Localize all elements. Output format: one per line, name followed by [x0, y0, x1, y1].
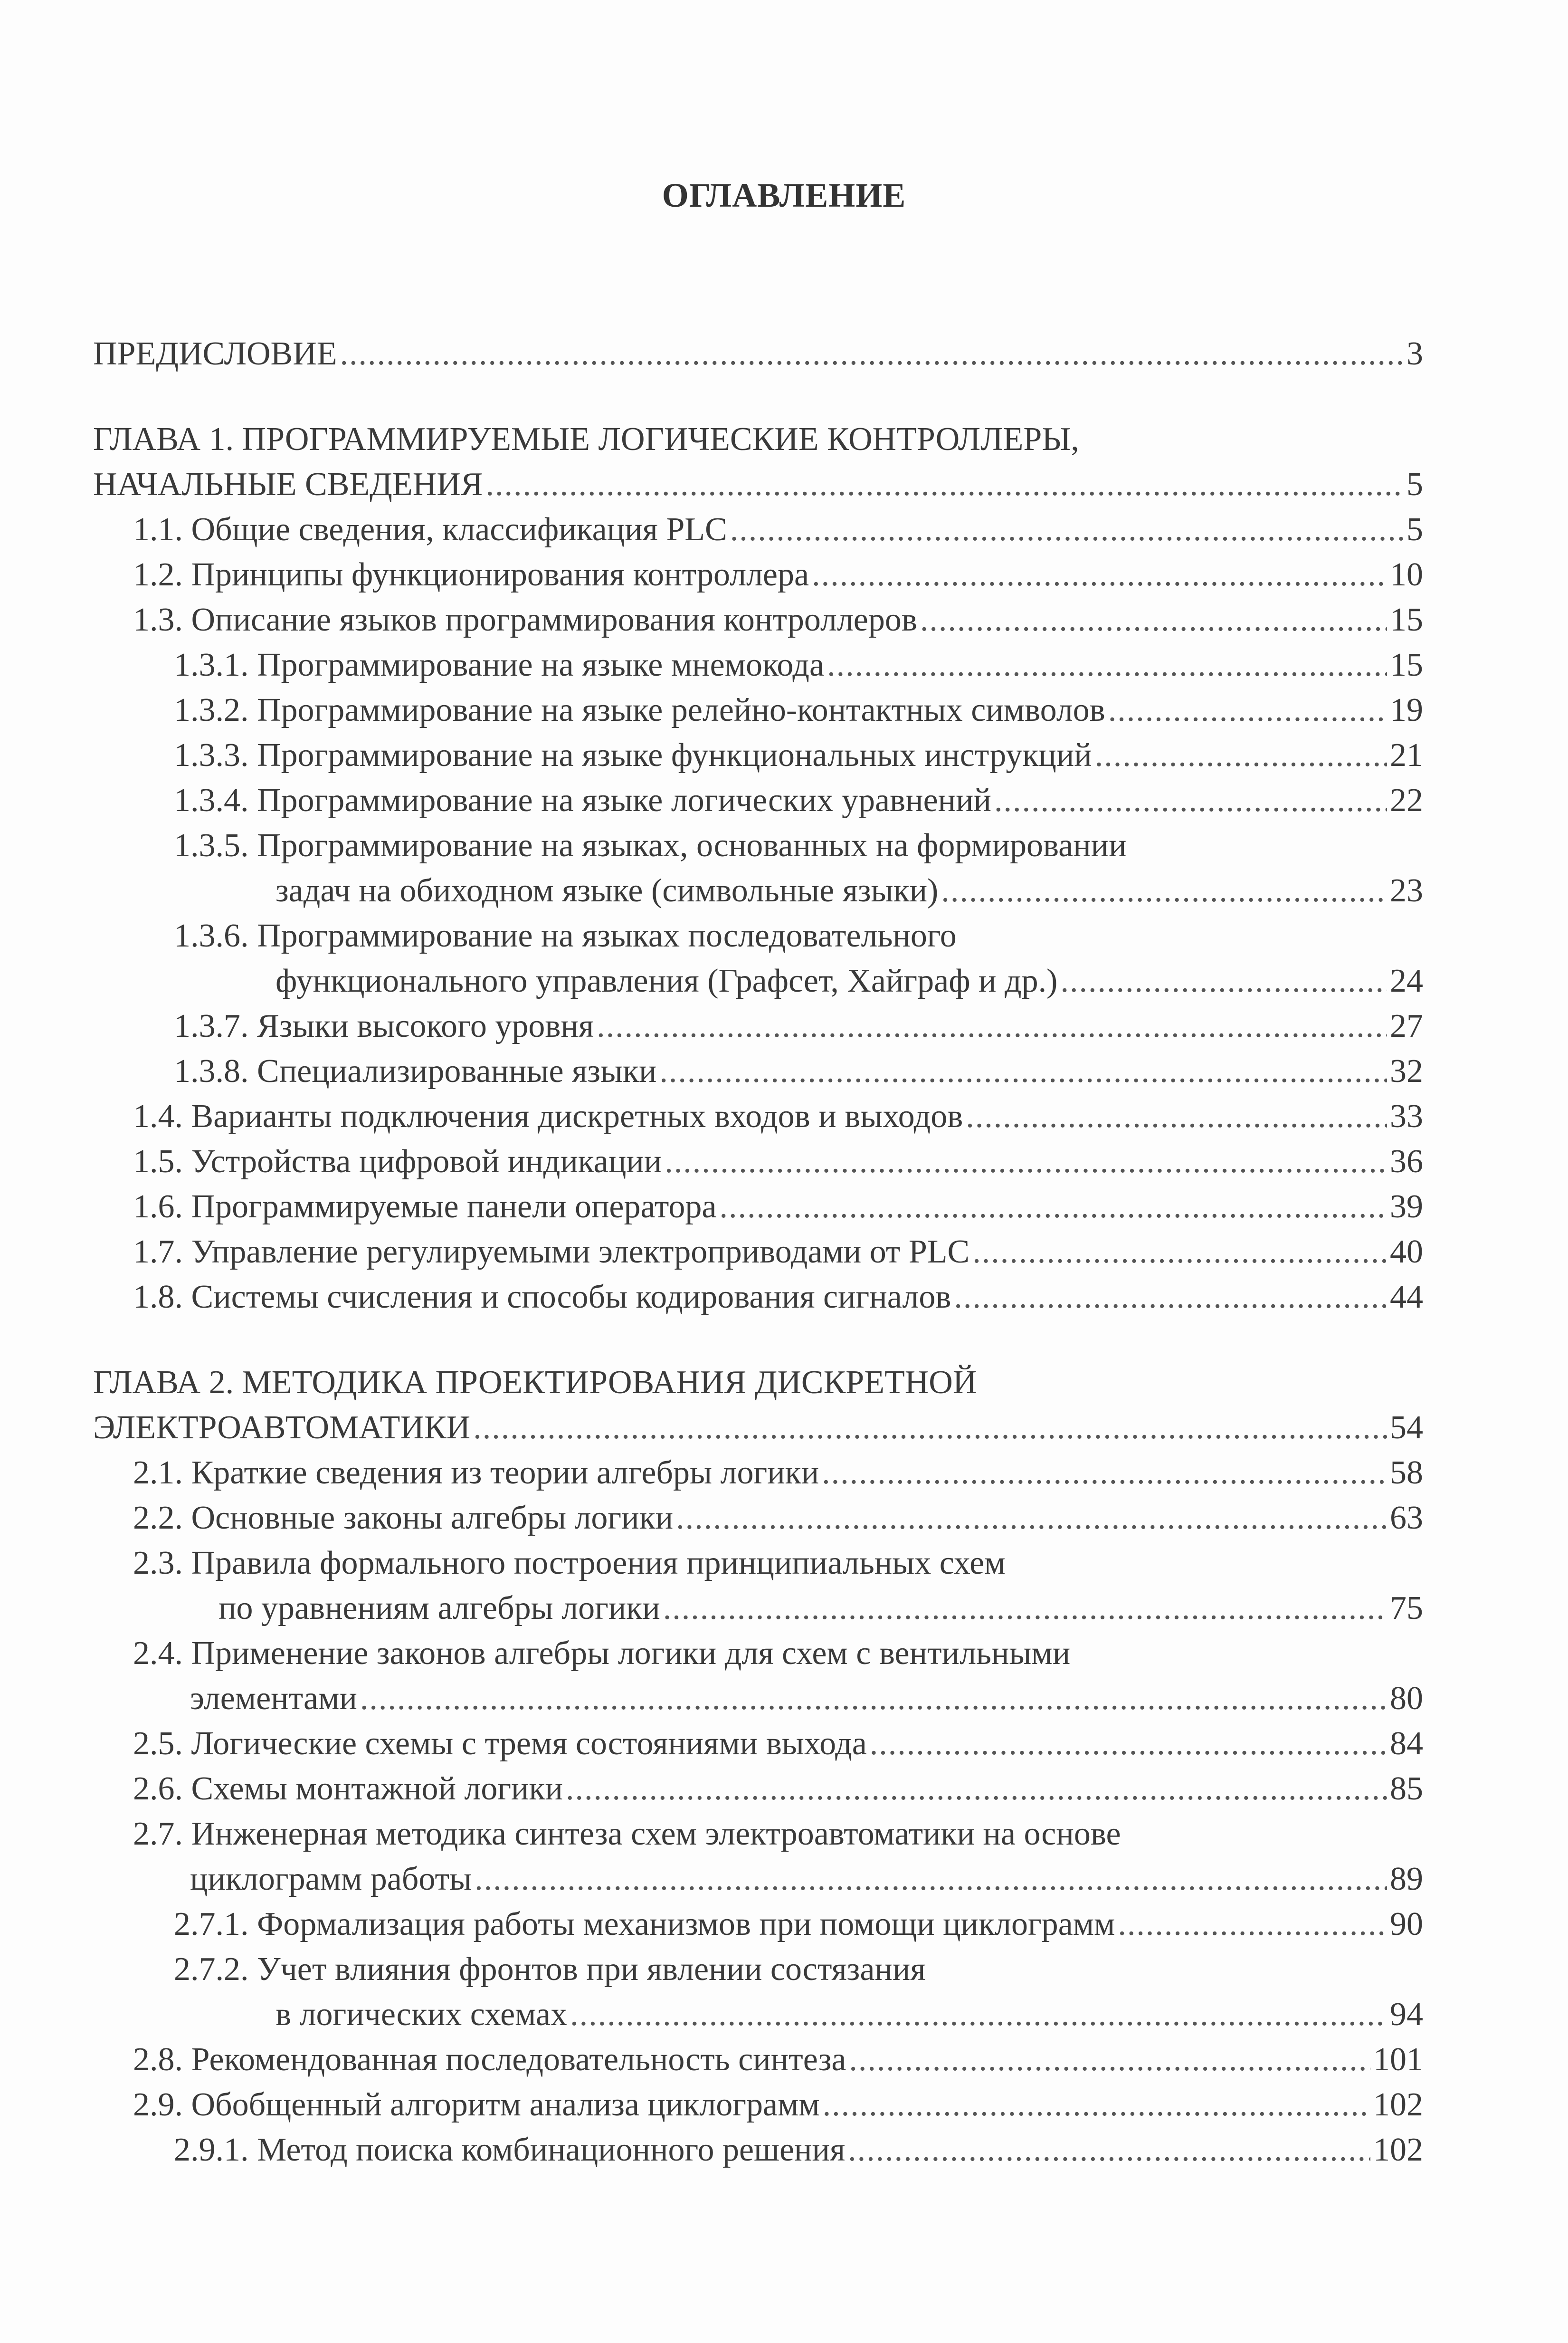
toc-page-number: 3 [1406, 335, 1423, 372]
toc-page-number: 5 [1406, 511, 1423, 548]
toc-page-number: 32 [1390, 1053, 1423, 1090]
toc-page-number: 36 [1390, 1143, 1423, 1180]
leader-dots [1118, 1908, 1387, 1941]
toc-entry-2-2[interactable] [133, 1501, 1423, 1535]
leader-dots [676, 1501, 1387, 1535]
toc-entry-label: 1.3. Описание языков программирования контроллеров [133, 602, 917, 638]
toc-entry-label: элементами [190, 1680, 357, 1717]
leader-dots [849, 2043, 1370, 2076]
toc-entry-label: 1.3.4. Программирование на языке логических уравнений [174, 782, 992, 819]
toc-page-number: 23 [1390, 872, 1423, 909]
toc-entry-label: 2.9. Обобщенный алгоритм анализа циклограмм [133, 2086, 820, 2123]
toc-entry-2-9[interactable] [133, 2088, 1423, 2122]
toc-entry-label: циклограмм работы [190, 1861, 472, 1897]
toc-page-number: 90 [1390, 1906, 1423, 1942]
leader-dots [972, 1235, 1387, 1269]
toc-page-number: 24 [1390, 963, 1423, 999]
toc-page-number: 22 [1390, 782, 1423, 819]
toc-entry-1-1[interactable] [133, 513, 1423, 546]
toc-page-number: 58 [1390, 1454, 1423, 1491]
toc-page-number: 80 [1390, 1680, 1423, 1717]
toc-chapter1-line1: ГЛАВА 1. ПРОГРАММИРУЕМЫЕ ЛОГИЧЕСКИЕ КОНТРОЛЛЕРЫ, [93, 421, 1079, 458]
toc-entry-2-5[interactable] [133, 1727, 1423, 1760]
toc-entry-label: функционального управления (Графсет, Хайграф и др.) [276, 963, 1058, 999]
leader-dots [1108, 694, 1387, 727]
toc-page-number: 102 [1373, 2086, 1423, 2123]
toc-entry-2-7-2[interactable] [276, 1998, 1423, 2031]
toc-entry-label: 2.7.1. Формализация работы механизмов при помощи циклограмм [174, 1906, 1115, 1942]
toc-entry-label: 2.1. Краткие сведения из теории алгебры логики [133, 1454, 819, 1491]
toc-entry-label: 2.8. Рекомендованная последовательность синтеза [133, 2041, 846, 2078]
leader-dots [870, 1727, 1387, 1760]
toc-entry-label: 1.3.3. Программирование на языке функциональных инструкций [174, 737, 1092, 774]
leader-dots [823, 2088, 1370, 2122]
leader-dots [597, 1010, 1387, 1043]
toc-entry-chapter1[interactable] [93, 468, 1423, 501]
toc-page-number: 102 [1373, 2132, 1423, 2168]
toc-entry-1-5[interactable] [133, 1145, 1423, 1178]
toc-page-number: 15 [1390, 602, 1423, 638]
toc-page-number: 94 [1390, 1996, 1423, 2033]
toc-1-3-5-line1: 1.3.5. Программирование на языках, основанных на формировании [174, 827, 1127, 864]
toc-2-7-line1: 2.7. Инженерная методика синтеза схем электроавтоматики на основе [133, 1816, 1121, 1852]
toc-entry-2-1[interactable] [133, 1456, 1423, 1490]
leader-dots [360, 1682, 1387, 1715]
toc-entry-1-8[interactable] [133, 1281, 1423, 1314]
leader-dots [659, 1055, 1387, 1088]
toc-entry-label: 1.4. Варианты подключения дискретных входов и выходов [133, 1098, 963, 1135]
leader-dots [665, 1145, 1387, 1178]
leader-dots [822, 1456, 1387, 1490]
toc-2-3-line1: 2.3. Правила формального построения принципиальных схем [133, 1545, 1006, 1581]
leader-dots [941, 874, 1387, 908]
toc-chapter2-line1: ГЛАВА 2. МЕТОДИКА ПРОЕКТИРОВАНИЯ ДИСКРЕТНОЙ [93, 1364, 977, 1401]
toc-entry-label: 2.6. Схемы монтажной логики [133, 1770, 563, 1807]
toc-entry-label: 2.5. Логические схемы с тремя состояниями выхода [133, 1725, 867, 1762]
leader-dots [473, 1411, 1387, 1444]
leader-dots [1060, 965, 1387, 998]
toc-entry-1-3[interactable] [133, 603, 1423, 637]
leader-dots [812, 558, 1387, 592]
toc-entry-label: задач на обиходном языке (символьные языки) [276, 872, 939, 909]
leader-dots [1095, 739, 1387, 772]
toc-entry-preface[interactable] [93, 337, 1423, 371]
toc-2-7-2-line1: 2.7.2. Учет влияния фронтов при явлении состязания [174, 1951, 926, 1988]
toc-page-number: 54 [1390, 1409, 1423, 1446]
toc-page-number: 27 [1390, 1008, 1423, 1044]
leader-dots [475, 1863, 1387, 1896]
leader-dots [566, 1772, 1387, 1806]
toc-entry-label: 1.2. Принципы функционирования контроллера [133, 556, 809, 593]
toc-entry-1-3-6[interactable] [276, 965, 1423, 998]
leader-dots [720, 1190, 1387, 1224]
toc-page-number: 63 [1390, 1500, 1423, 1536]
toc-entry-2-3[interactable] [219, 1592, 1423, 1625]
toc-entry-label: по уравнениям алгебры логики [219, 1590, 660, 1626]
toc-entry-1-6[interactable] [133, 1190, 1423, 1224]
toc-entry-2-7-1[interactable] [174, 1908, 1423, 1941]
toc-page-number: 84 [1390, 1725, 1423, 1762]
toc-entry-1-3-5[interactable] [276, 874, 1423, 908]
toc-entry-1-3-2[interactable] [174, 694, 1423, 727]
leader-dots [966, 1100, 1387, 1133]
toc-page-number: 44 [1390, 1279, 1423, 1315]
toc-entry-2-7[interactable] [190, 1863, 1423, 1896]
leader-dots [570, 1998, 1387, 2031]
toc-2-4-line1: 2.4. Применение законов алгебры логики для схем с вентильными [133, 1635, 1071, 1672]
toc-page-number: 75 [1390, 1590, 1423, 1626]
leader-dots [954, 1281, 1387, 1314]
toc-entry-1-3-7[interactable] [174, 1010, 1423, 1043]
toc-entry-label: 2.9.1. Метод поиска комбинационного решения [174, 2132, 846, 2168]
leader-dots [994, 784, 1387, 817]
toc-entry-1-3-8[interactable] [174, 1055, 1423, 1088]
toc-entry-label: 2.2. Основные законы алгебры логики [133, 1500, 674, 1536]
toc-entry-1-3-3[interactable] [174, 739, 1423, 772]
toc-entry-2-9-1[interactable] [174, 2133, 1423, 2167]
toc-entry-label: ЭЛЕКТРОАВТОМАТИКИ [93, 1409, 471, 1446]
leader-dots [340, 337, 1404, 371]
toc-entry-label: 1.1. Общие сведения, классификация PLC [133, 511, 727, 548]
toc-entry-label: 1.3.2. Программирование на языке релейно-контактных символов [174, 692, 1105, 728]
toc-entry-label: 1.3.1. Программирование на языке мнемокода [174, 647, 825, 683]
toc-page-number: 19 [1390, 692, 1423, 728]
page-title: ОГЛАВЛЕНИЕ [662, 176, 906, 214]
toc-entry-label: НАЧАЛЬНЫЕ СВЕДЕНИЯ [93, 466, 483, 503]
toc-page-number: 5 [1406, 466, 1423, 503]
toc-entry-label: 1.3.8. Специализированные языки [174, 1053, 657, 1090]
leader-dots [485, 468, 1404, 501]
leader-dots [920, 603, 1387, 637]
toc-entry-label: в логических схемах [276, 1996, 568, 2033]
toc-entry-1-2[interactable] [133, 558, 1423, 592]
toc-entry-1-3-1[interactable] [174, 649, 1423, 682]
toc-entry-label: 1.5. Устройства цифровой индикации [133, 1143, 662, 1180]
toc-page-number: 89 [1390, 1861, 1423, 1897]
toc-page-number: 85 [1390, 1770, 1423, 1807]
toc-page-number: 40 [1390, 1234, 1423, 1270]
toc-page-number: 33 [1390, 1098, 1423, 1135]
leader-dots [730, 513, 1404, 546]
toc-entry-label: 1.8. Системы счисления и способы кодирования сигналов [133, 1279, 951, 1315]
toc-entry-1-7[interactable] [133, 1235, 1423, 1269]
toc-page-number: 101 [1373, 2041, 1423, 2078]
toc-entry-1-4[interactable] [133, 1100, 1423, 1133]
leader-dots [827, 649, 1387, 682]
leader-dots [848, 2133, 1370, 2167]
toc-entry-2-8[interactable] [133, 2043, 1423, 2076]
toc-1-3-6-line1: 1.3.6. Программирование на языках последовательного [174, 918, 957, 954]
toc-entry-1-3-4[interactable] [174, 784, 1423, 817]
toc-entry-label: 1.6. Программируемые панели оператора [133, 1188, 717, 1225]
toc-entry-label: 1.7. Управление регулируемыми электроприводами от PLC [133, 1234, 970, 1270]
toc-page-number: 21 [1390, 737, 1423, 774]
toc-entry-2-6[interactable] [133, 1772, 1423, 1806]
toc-page-number: 15 [1390, 647, 1423, 683]
toc-entry-2-4[interactable] [190, 1682, 1423, 1715]
toc-page-number: 10 [1390, 556, 1423, 593]
toc-entry-label: ПРЕДИСЛОВИЕ [93, 335, 337, 372]
toc-entry-chapter2[interactable] [93, 1411, 1423, 1444]
toc-page-number: 39 [1390, 1188, 1423, 1225]
leader-dots [663, 1592, 1387, 1625]
toc-entry-label: 1.3.7. Языки высокого уровня [174, 1008, 594, 1044]
